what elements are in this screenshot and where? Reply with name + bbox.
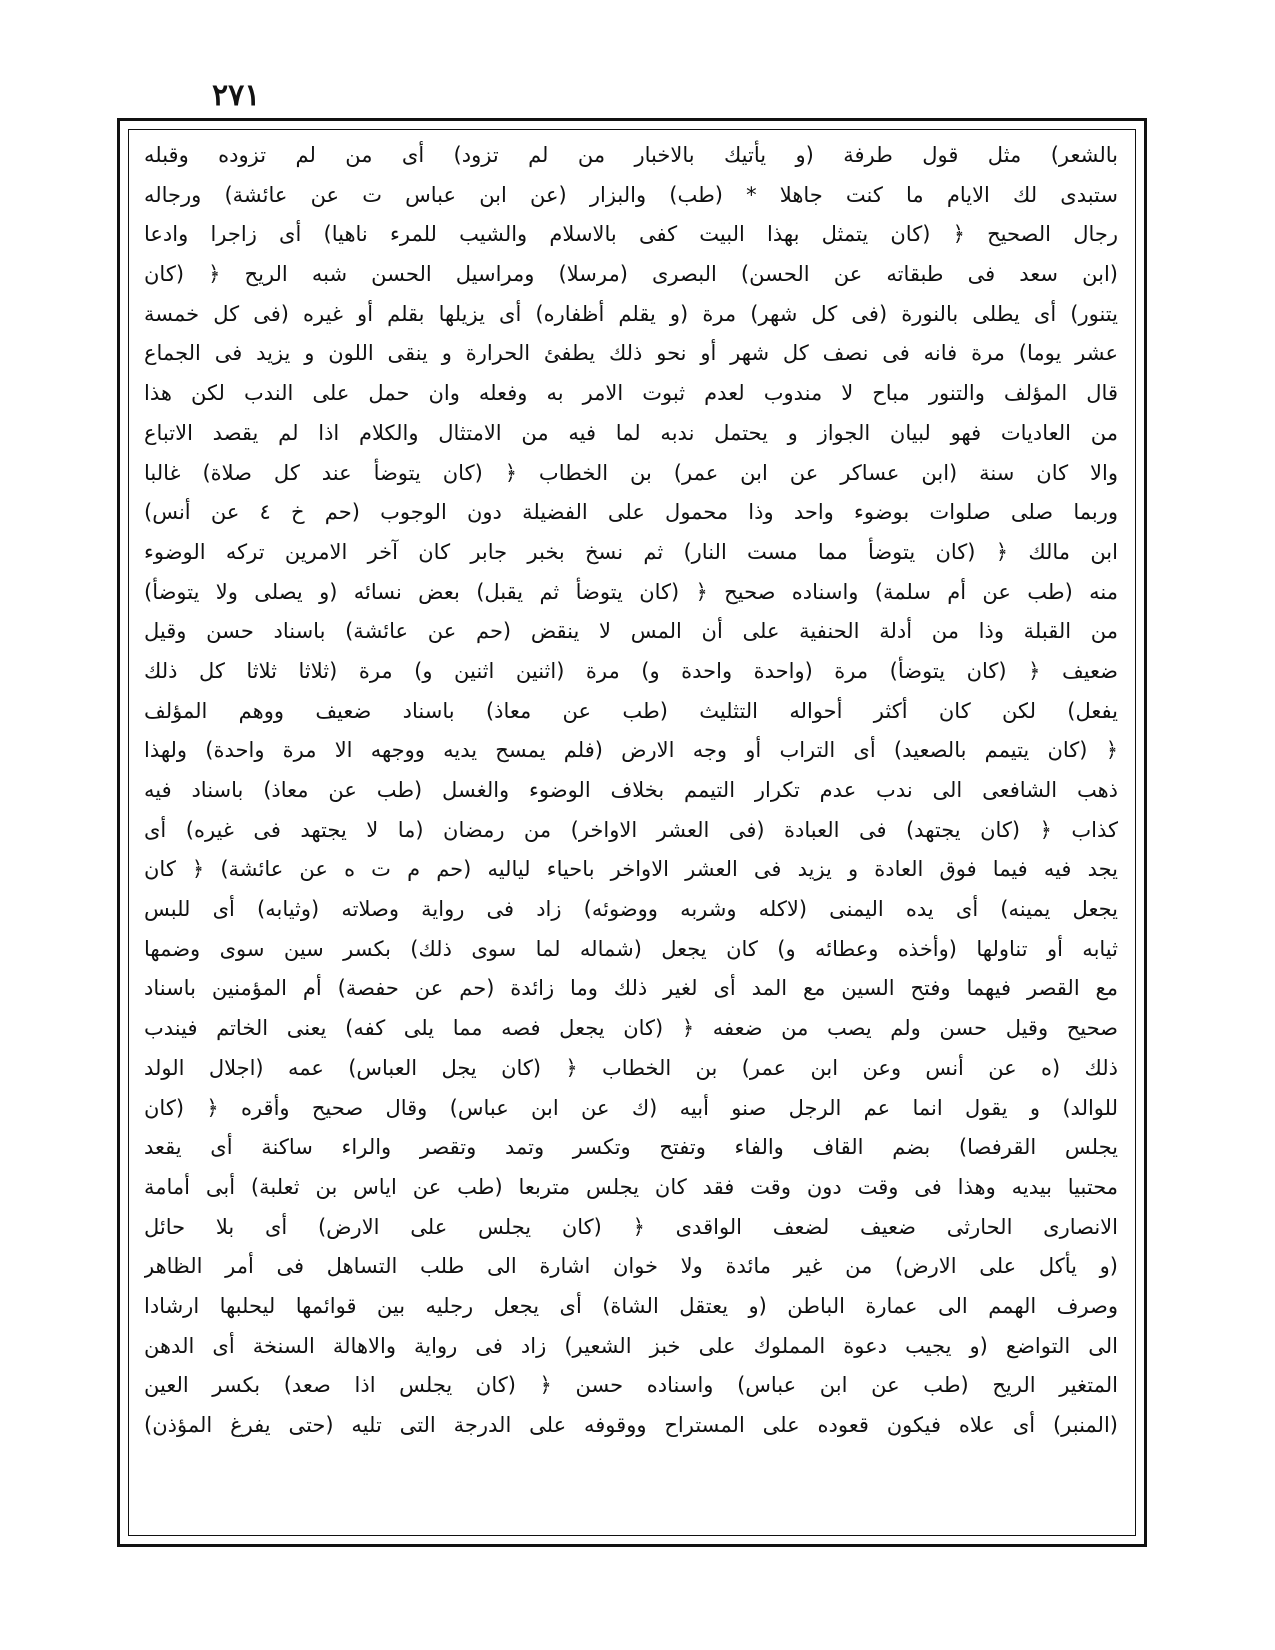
text-line: يجلس القرفصا) بضم القاف والفاء وتفتح وتكسر وتمد وتقصر والراء ساكنة أى يقعد [144, 1135, 1118, 1160]
text-line: كذاب ﴿ (كان يجتهد) فى العبادة (فى العشر الاواخر) من رمضان (ما لا يجتهد فى غيره) أى [144, 817, 1118, 842]
text-line: والا كان سنة (ابن عساكر عن ابن عمر) بن الخطاب ﴿ (كان يتوضأ عند كل صلاة) غالبا [144, 460, 1118, 485]
text-line: من القبلة وذا من أدلة الحنفية على أن المس لا ينقض (حم عن عائشة) باسناد حسن وقيل [144, 619, 1118, 644]
text-line: ذلك (ه عن أنس وعن ابن عمر) بن الخطاب ﴿ (كان يجل العباس) عمه (اجلال الولد [144, 1055, 1118, 1080]
text-line: وربما صلى صلوات بوضوء واحد وذا محمول على الفضيلة دون الوجوب (حم خ ٤ عن أنس) [144, 500, 1118, 525]
text-line: قال المؤلف والتنور مباح لا مندوب لعدم ثبوت الامر به وفعله وان حمل على الندب لكن هذا [144, 381, 1118, 406]
text-line: رجال الصحيح ﴿ (كان يتمثل بهذا البيت كفى بالاسلام والشيب للمرء ناهيا) أى زاجرا وادعا [144, 222, 1118, 247]
text-line: بالشعر) مثل قول طرفة (و يأتيك بالاخبار من لم تزود) أى من لم تزوده وقبله [144, 143, 1118, 167]
text-line: مع القصر فيهما وفتح السين مع المد أى لغير ذلك وما زائدة (حم عن حفصة) أم المؤمنين باسناد [144, 976, 1118, 1001]
text-line: يجعل يمينه) أى يده اليمنى (لاكله وشربه ووضوئه) زاد فى رواية وصلاته (وثيابه) أى للبس [144, 897, 1118, 922]
page-number: ٢٧١ [212, 78, 261, 113]
text-line: محتبيا بيديه وهذا فى وقت دون وقت فقد كان يجلس متربعا (طب عن اياس بن ثعلبة) أبى أمامة [144, 1174, 1118, 1199]
text-line: صحيح وقيل حسن ولم يصب من ضعفه ﴿ (كان يجعل فصه مما يلى كفه) يعنى الخاتم فيندب [144, 1016, 1118, 1041]
text-line: الى التواضع (و يجيب دعوة المملوك على خبز الشعير) زاد فى رواية والاهالة السنخة أى الدهن [144, 1333, 1118, 1358]
text-line: ستبدى لك الايام ما كنت جاهلا * (طب) والبزار (عن ابن عباس ت عن عائشة) ورجاله [144, 182, 1118, 207]
text-line: ﴿ (كان يتيمم بالصعيد) أى التراب أو وجه الارض (فلم يمسح يديه ووجهه الا مرة واحدة) ولهذا [144, 738, 1118, 763]
text-line: للوالد) و يقول انما عم الرجل صنو أبيه (ك عن ابن عباس) وقال صحيح وأقره ﴿ (كان [144, 1095, 1118, 1120]
text-line: ثيابه أو تناولها (وأخذه وعطائه و) كان يجعل (شماله لما سوى ذلك) بكسر سين سوى وضمها [144, 936, 1118, 961]
text-line: من العاديات فهو لبيان الجواز و يحتمل ندبه لما فيه من الامتثال والكلام اذا لم يقصد الاتباع [144, 420, 1118, 445]
text-line: وصرف الهمم الى عمارة الباطن (و يعتقل الشاة) أى يجعل رجليه بين قوائمها ليحلبها ارشادا [144, 1293, 1118, 1318]
text-line: المتغير الريح (طب عن ابن عباس) واسناده حسن ﴿ (كان يجلس اذا صعد) بكسر العين [144, 1373, 1118, 1398]
text-line: ضعيف ﴿ (كان يتوضأ) مرة (واحدة واحدة و) مرة (اثنين اثنين و) مرة (ثلاثا ثلاثا كل ذلك [144, 658, 1118, 683]
text-line: ابن مالك ﴿ (كان يتوضأ مما مست النار) ثم نسخ بخبر جابر كان آخر الامرين تركه الوضوء [144, 539, 1118, 564]
text-line: منه (طب عن أم سلمة) واسناده صحيح ﴿ (كان يتوضأ ثم يقبل) بعض نسائه (و يصلى ولا يتوضأ) [144, 579, 1118, 604]
text-line: (المنبر) أى علاه فيكون قعوده على المستراح ووقوفه على الدرجة التى تليه (حتى يفرغ المؤذن) [144, 1413, 1118, 1437]
text-line: يفعل) لكن كان أكثر أحواله التثليث (طب عن معاذ) باسناد ضعيف ووهم المؤلف [144, 698, 1118, 723]
text-line: الانصارى الحارثى ضعيف لضعف الواقدى ﴿ (كان يجلس على الارض) أى بلا حائل [144, 1214, 1118, 1239]
text-line: يجد فيه فيما فوق العادة و يزيد فى العشر الاواخر باحياء لياليه (حم م ت ه عن عائشة) ﴿ كان [144, 857, 1118, 882]
text-line: يتنور) أى يطلى بالنورة (فى كل شهر) مرة (و يقلم أظفاره) أى يزيلها بقلم أو غيره (فى كل خمسة [144, 301, 1118, 326]
text-line: (ابن سعد فى طبقاته عن الحسن) البصرى (مرسلا) ومراسيل الحسن شبه الريح ﴿ (كان [144, 262, 1118, 287]
text-line: ذهب الشافعى الى ندب عدم تكرار التيمم بخلاف الوضوء والغسل (طب عن معاذ) باسناد فيه [144, 778, 1118, 802]
text-line: عشر يوما) مرة فانه فى نصف كل شهر أو نحو ذلك يطفئ الحرارة و ينقى اللون و يزيد فى الجماع [144, 341, 1118, 366]
text-body [144, 136, 1118, 1526]
text-line: (و يأكل على الارض) من غير مائدة ولا خوان اشارة الى طلب التساهل فى أمر الظاهر [144, 1254, 1118, 1279]
